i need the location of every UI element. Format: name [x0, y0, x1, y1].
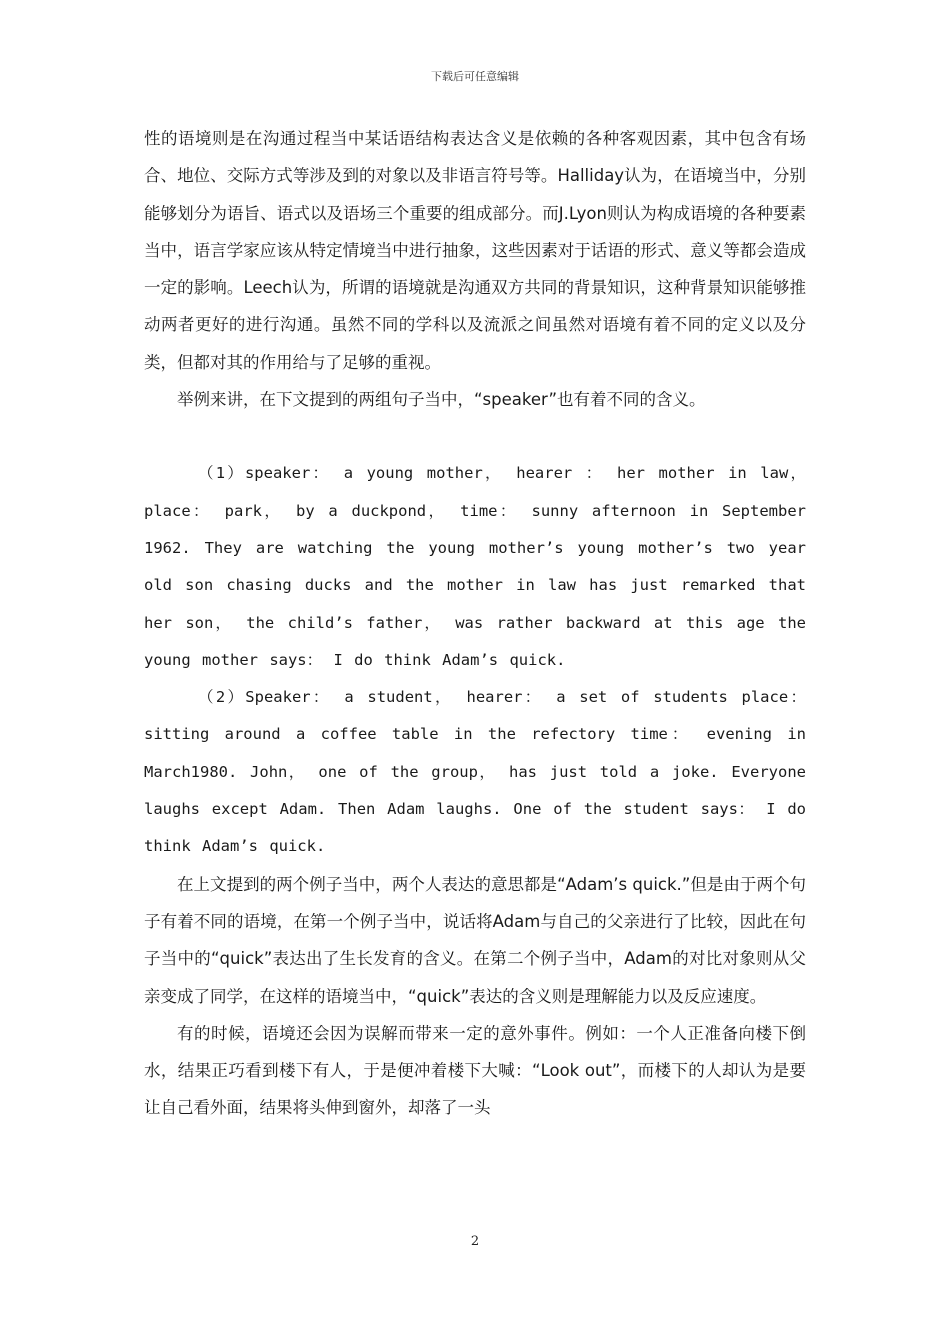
page-body — [144, 120, 806, 1127]
page-header: 下载后可任意编辑 — [431, 70, 519, 83]
paragraph-example-analysis: 在上文提到的两个例子当中，两个人表达的意思都是“Adam’s quick.”但是由于两个句子有着不同的语境，在第一个例子当中，说话将Adam与自己的父亲进行了比较，因此在句子当中的“quick”表达出了生长发育的含义。在第二个例子当中，Adam的对比对象则从父亲变成了同学，在这样的语境当中，“quick”表达的含义则是理解能力以及反应速度。 — [144, 874, 806, 1006]
blank-line — [144, 418, 806, 455]
example-1: （1）speaker： a young mother， hearer ： her mother in law， place： park， by a duckpond， time： sunny afternoon in September 1962. They are watching the young mother’s young mother’s two year old son chasing ducks and the mother in law has just remarked that her son， the child’s father， was rather backward at this age the young mother says： I do think Adam’s quick. — [144, 464, 806, 669]
paragraph-context-definitions: 性的语境则是在沟通过程当中某话语结构表达含义是依赖的各种客观因素，其中包含有场合、地位、交际方式等涉及到的对象以及非语言符号等。Halliday认为，在语境当中，分别能够划分为语旨、语式以及语场三个重要的组成部分。而J.Lyon则认为构成语境的各种要素当中，语言学家应该从特定情境当中进行抽象，这些因素对于话语的形式、意义等都会造成一定的影响。Leech认为，所谓的语境就是沟通双方共同的背景知识，这种背景知识能够推动两者更好的进行沟通。虽然不同的学科以及流派之间虽然对语境有着不同的定义以及分类，但都对其的作用给与了足够的重视。 — [144, 129, 806, 372]
page-number: 2 — [470, 1234, 480, 1249]
paragraph-example-intro: 举例来讲，在下文提到的两组句子当中，“speaker”也有着不同的含义。 — [177, 390, 706, 410]
example-2: （2）Speaker： a student， hearer： a set of students place： sitting around a coffee table in the refectory time： evening in March1980. John， one of the group， has just told a joke. Everyone laughs except Adam. Then Adam laughs. One of the student says： I do think Adam’s quick. — [144, 688, 806, 856]
paragraph-misunderstanding: 有的时候，语境还会因为误解而带来一定的意外事件。例如：一个人正准备向楼下倒水，结果正巧看到楼下有人，于是便冲着楼下大喊：“Look out”，而楼下的人却认为是要让自己看外面，结果将头伸到窗外，却落了一头 — [144, 1023, 806, 1118]
